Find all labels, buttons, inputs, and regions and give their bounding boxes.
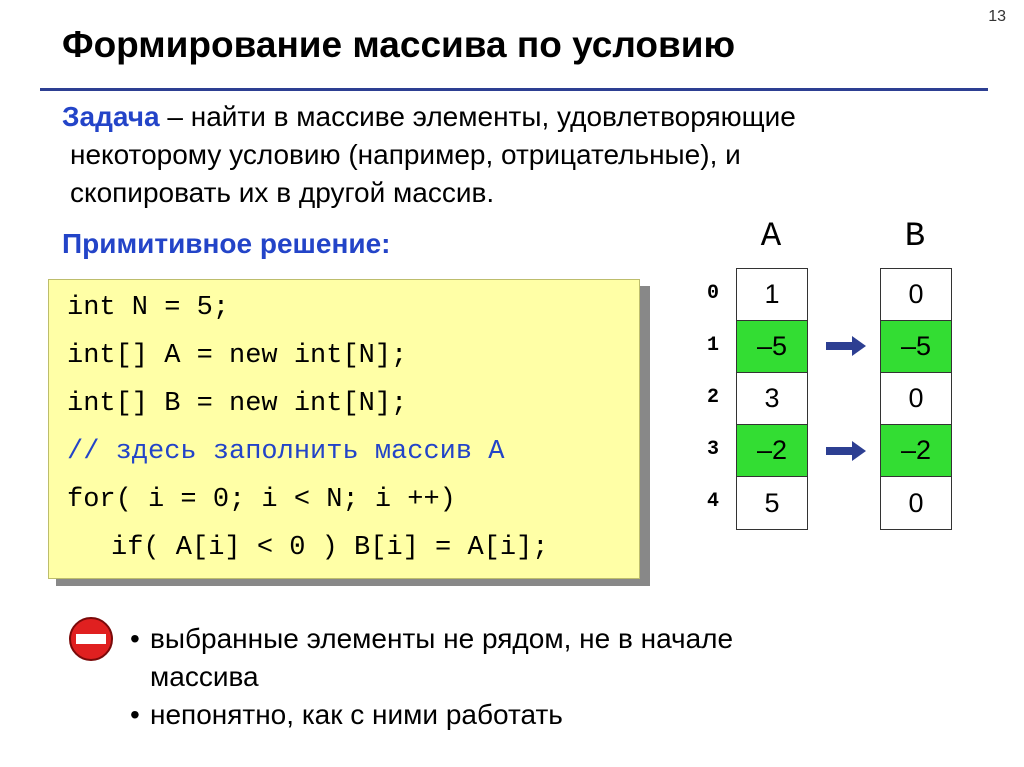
task-description — [40, 98, 990, 212]
code-block — [48, 279, 640, 579]
array-b-cell: 0 — [881, 269, 951, 321]
bullet-1-line-1: • выбранные элементы не рядом, не в начале — [150, 623, 734, 654]
array-b-cell: 0 — [881, 373, 951, 425]
index-3: 3 — [706, 438, 719, 461]
code-line-5: for( i = 0; i < N; i ++) — [67, 485, 456, 515]
task-keyword: Задача — [62, 101, 160, 132]
solution-subheading: Примитивное решение: — [62, 228, 391, 259]
array-a-cell: –5 — [737, 321, 807, 373]
page-number: 13 — [988, 8, 1006, 25]
list-item — [130, 620, 990, 696]
array-b-cell: –5 — [881, 321, 951, 373]
array-a — [736, 268, 808, 530]
array-b — [880, 268, 952, 530]
array-b-label: B — [904, 218, 926, 256]
code-line-6: if( A[i] < 0 ) B[i] = A[i]; — [111, 533, 549, 563]
code-line-2: int[] A = new int[N]; — [67, 341, 408, 371]
task-line-1-text: – найти в массиве элементы, удовлетворяющие — [159, 101, 796, 132]
index-2: 2 — [706, 386, 719, 409]
array-a-cell: 3 — [737, 373, 807, 425]
task-line-1 — [40, 98, 990, 136]
array-b-cell: 0 — [881, 477, 951, 529]
index-1: 1 — [706, 334, 719, 357]
array-a-cell: 1 — [737, 269, 807, 321]
code-comment-line: // здесь заполнить массив A — [67, 437, 505, 467]
index-0: 0 — [706, 282, 719, 305]
array-a-cell: –2 — [737, 425, 807, 477]
task-line-2: некоторому условию (например, отрицательные), и — [70, 139, 741, 170]
code-line-3: int[] B = new int[N]; — [67, 389, 408, 419]
array-b-cell: –2 — [881, 425, 951, 477]
title-underline — [40, 88, 988, 91]
array-a-label: A — [760, 218, 782, 256]
stop-sign-icon — [68, 616, 114, 662]
list-item: • непонятно, как с ними работать — [130, 696, 990, 734]
bullet-1-line-2: массива — [150, 661, 259, 692]
array-a-cell: 5 — [737, 477, 807, 529]
drawbacks-list — [130, 620, 990, 734]
code-line-1: int N = 5; — [67, 293, 230, 323]
arrow-right-icon — [826, 441, 866, 461]
slide-title: Формирование массива по условию — [62, 24, 736, 65]
arrow-right-icon — [826, 336, 866, 356]
index-4: 4 — [706, 490, 719, 513]
task-line-3: скопировать их в другой массив. — [70, 177, 495, 208]
